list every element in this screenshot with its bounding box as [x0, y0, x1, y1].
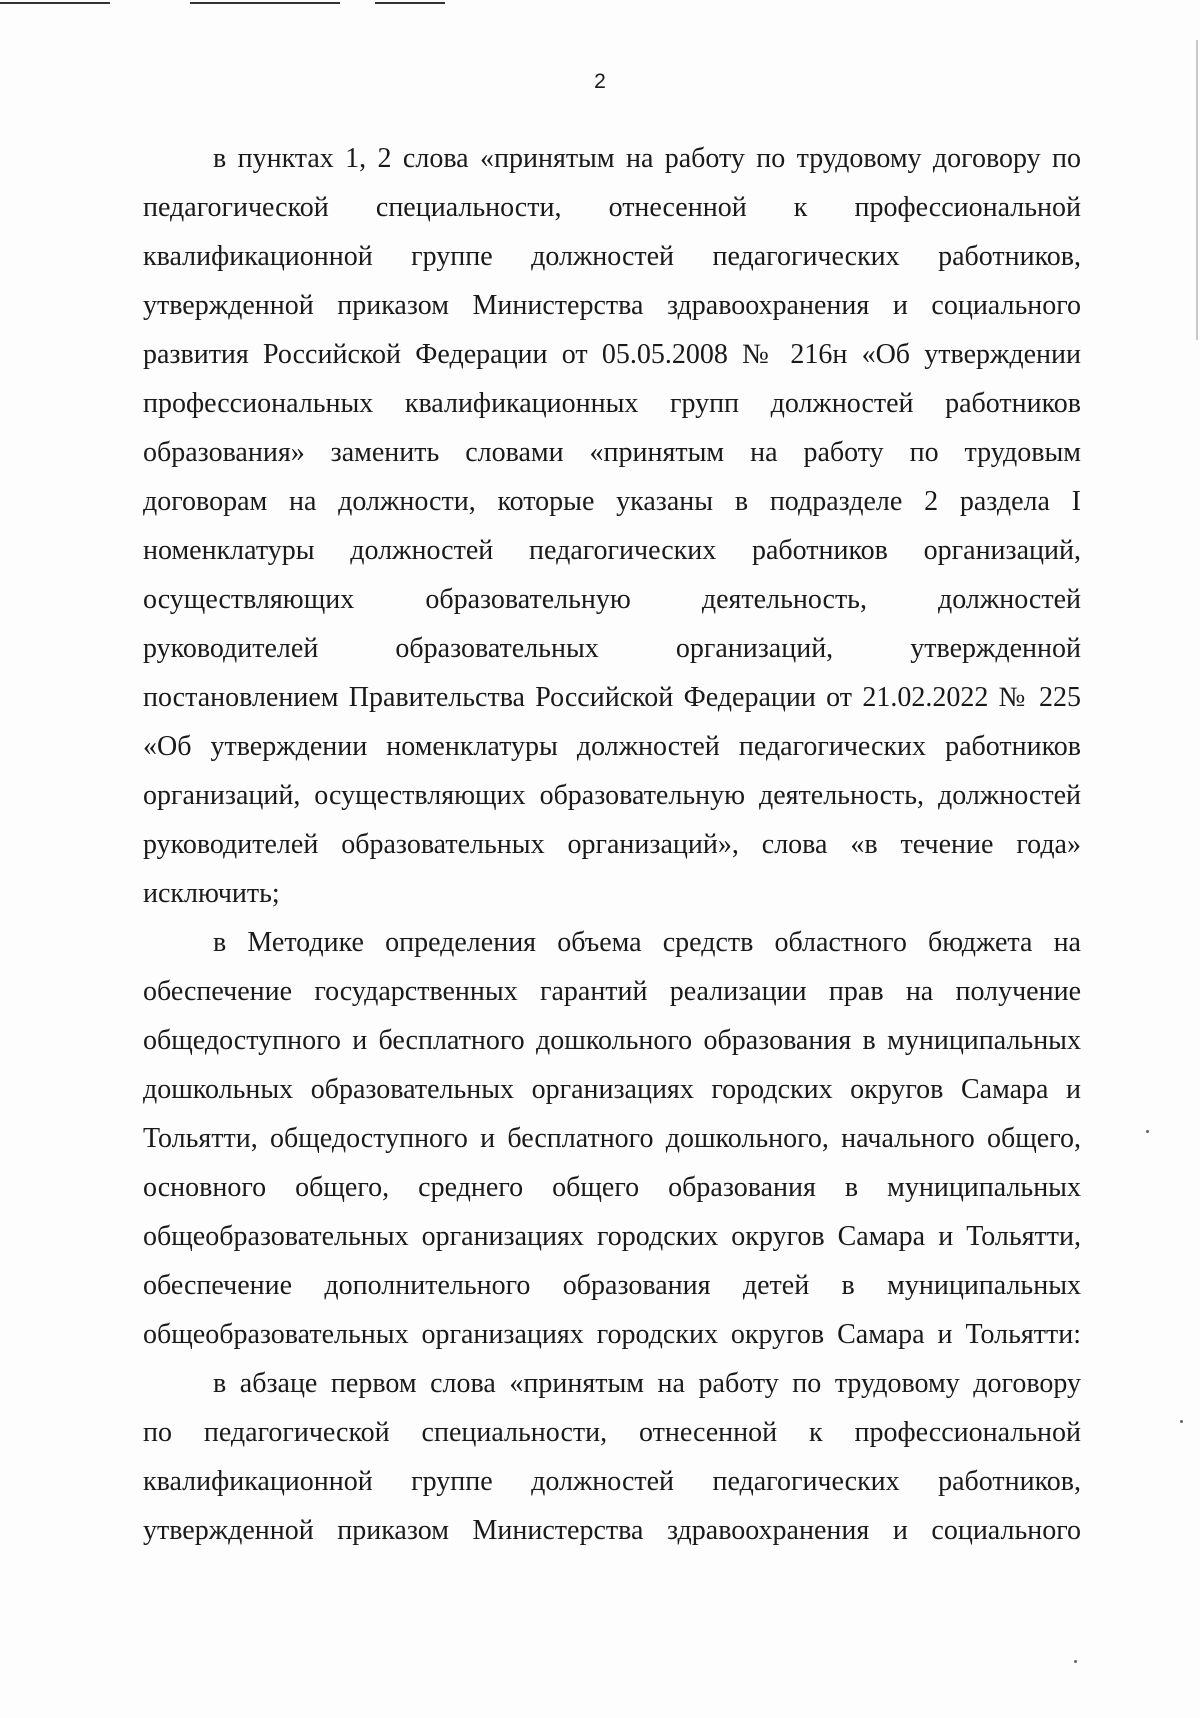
- text-line: организаций, осуществляющих образовательную деятельность, должностей: [143, 780, 1081, 811]
- text-line: утвержденной приказом Министерства здравоохранения и социального: [143, 1515, 1081, 1546]
- text-line: договорам на должности, которые указаны в подразделе 2 раздела I: [143, 486, 1081, 517]
- text-line: руководителей образовательных организаций, утвержденной: [143, 633, 1081, 664]
- text-line: утвержденной приказом Министерства здравоохранения и социального: [143, 290, 1081, 321]
- text-line: постановлением Правительства Российской Федерации от 21.02.2022 № 225: [143, 682, 1081, 713]
- text-line: квалификационной группе должностей педагогических работников,: [143, 241, 1081, 272]
- text-line: исключить;: [143, 878, 280, 909]
- text-line: обеспечение дополнительного образования детей в муниципальных: [143, 1270, 1081, 1301]
- text-line: в пунктах 1, 2 слова «принятым на работу по трудовому договору по: [213, 143, 1081, 174]
- text-line: квалификационной группе должностей педагогических работников,: [143, 1466, 1081, 1497]
- page-number: 2: [594, 70, 606, 93]
- text-line: обеспечение государственных гарантий реализации прав на получение: [143, 976, 1081, 1007]
- text-line: в абзаце первом слова «принятым на работу по трудовому договору: [213, 1368, 1081, 1399]
- text-line: профессиональных квалификационных групп должностей работников: [143, 388, 1081, 419]
- text-line: по педагогической специальности, отнесенной к профессиональной: [143, 1417, 1081, 1448]
- text-line: осуществляющих образовательную деятельность, должностей: [143, 584, 1081, 615]
- text-line: образования» заменить словами «принятым на работу по трудовым: [143, 437, 1081, 468]
- text-line: руководителей образовательных организаций», слова «в течение года»: [143, 829, 1081, 860]
- text-line: развития Российской Федерации от 05.05.2008 № 216н «Об утверждении: [143, 339, 1081, 370]
- text-line: основного общего, среднего общего образования в муниципальных: [143, 1172, 1081, 1203]
- text-line: педагогической специальности, отнесенной к профессиональной: [143, 192, 1081, 223]
- text-line: Тольятти, общедоступного и бесплатного дошкольного, начального общего,: [143, 1123, 1081, 1154]
- document-body: [143, 134, 1081, 1555]
- scan-speck: [1146, 1130, 1149, 1133]
- text-line: общеобразовательных организациях городских округов Самара и Тольятти:: [143, 1319, 1081, 1350]
- scan-speck: [1180, 1420, 1183, 1423]
- text-line: общедоступного и бесплатного дошкольного образования в муниципальных: [143, 1025, 1081, 1056]
- text-line: номенклатуры должностей педагогических работников организаций,: [143, 535, 1081, 566]
- text-line: «Об утверждении номенклатуры должностей педагогических работников: [143, 731, 1081, 762]
- scan-edge-top: [0, 0, 1200, 6]
- text-line: общеобразовательных организациях городских округов Самара и Тольятти,: [143, 1221, 1081, 1252]
- text-line: дошкольных образовательных организациях городских округов Самара и: [143, 1074, 1081, 1105]
- text-line: в Методике определения объема средств областного бюджета на: [213, 927, 1081, 958]
- scan-speck: [1074, 1660, 1077, 1663]
